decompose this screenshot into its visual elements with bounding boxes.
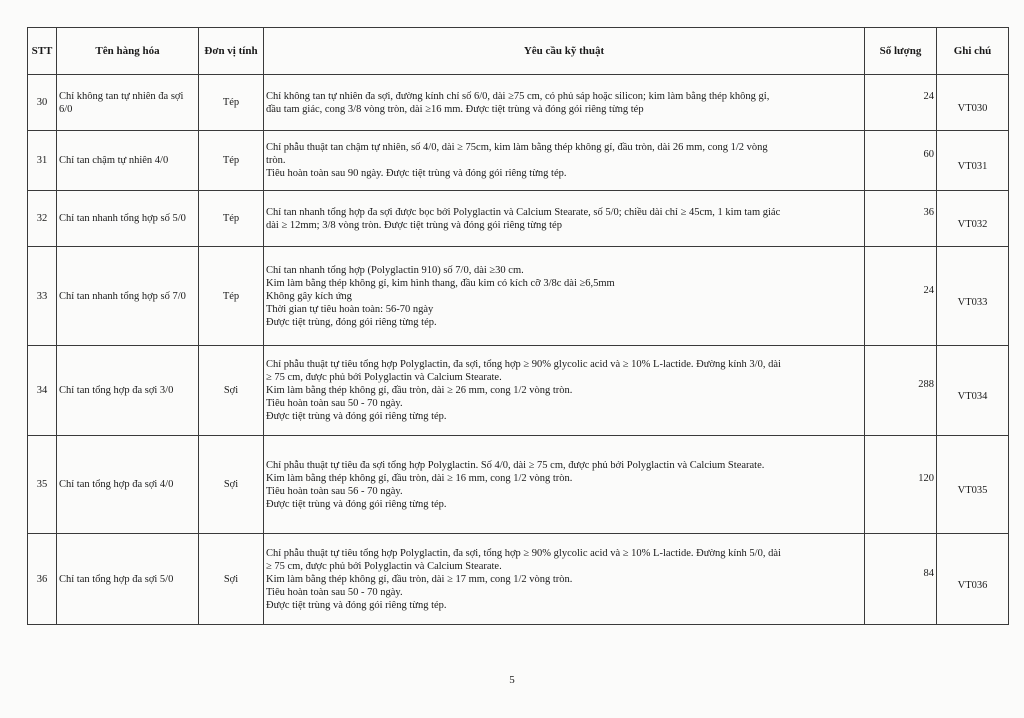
page-number: 5 [509,674,515,686]
row-unit: Sợi [199,436,264,534]
quantity-value: 120 [918,473,934,484]
row-note [937,75,1009,131]
row-item-name: Chỉ không tan tự nhiên đa sợi 6/0 [57,75,199,131]
row-item-name: Chỉ tan tổng hợp đa sợi 4/0 [57,436,199,534]
row-unit: Tép [199,75,264,131]
row-requirements [264,346,865,436]
row-stt: 31 [28,131,57,191]
row-stt: 36 [28,534,57,625]
row-item-name: Chỉ tan nhanh tổng hợp số 7/0 [57,247,199,346]
table-row [28,75,1009,131]
requirement-line: ≥ 75 cm, được phủ bởi Polyglactin và Calcium Stearate. [266,372,502,383]
table-row [28,131,1009,191]
quantity-value: 288 [918,379,934,390]
requirement-line: tròn. [266,155,286,166]
note-code: VT032 [957,219,988,230]
requirement-line: Được tiệt trùng và đóng gói riêng từng tép. [266,498,447,510]
row-stt: 33 [28,247,57,346]
row-unit: Tép [199,191,264,247]
requirement-line: Tiêu hoàn toàn sau 50 - 70 ngày. [266,586,403,598]
requirement-line: Chỉ phẫu thuật tự tiêu tổng hợp Polyglactin, đa sợi, tổng hợp ≥ 90% glycolic acid và ≥ 10% L-lactide. Đường kính 5/0, dài [266,547,781,559]
row-requirements [264,191,865,247]
note-code: VT033 [957,296,988,308]
row-requirements [264,534,865,625]
row-stt: 35 [28,436,57,534]
row-unit: Sợi [199,534,264,625]
row-item-name: Chỉ tan chậm tự nhiên 4/0 [57,131,199,191]
requirement-line: Được tiệt trùng và đóng gói riêng từng tép. [266,599,447,611]
requirement-line: Chỉ tan nhanh tổng hợp đa sợi được bọc bởi Polyglactin và Calcium Stearate, số 5/0; chiều dài chỉ ≥ 45cm, 1 kim tam giác [266,206,781,218]
table-header-row [28,28,1009,75]
row-quantity [865,346,937,436]
row-quantity [865,131,937,191]
row-quantity [865,247,937,346]
note-code: VT034 [957,391,988,402]
row-unit: Sợi [199,346,264,436]
table-row [28,191,1009,247]
requirement-line: Kim làm bằng thép không gỉ, đầu tròn, dài ≥ 16 mm, cong 1/2 vòng tròn. [266,472,573,484]
requirement-line: đầu tam giác, cong 3/8 vòng tròn, dài ≥16 mm. Được tiệt trùng và đóng gói riêng từng tép [266,103,644,115]
requirement-line: Tiêu hoàn toàn sau 56 - 70 ngày. [266,485,403,497]
quantity-value: 36 [923,207,934,218]
note-code: VT031 [957,161,988,172]
row-item-name: Chỉ tan tổng hợp đa sợi 5/0 [57,534,199,625]
requirement-line: Tiêu hoàn toàn sau 90 ngày. Được tiệt trùng và đóng gói riêng từng tép. [266,168,567,179]
row-quantity [865,436,937,534]
requirement-line: Kim làm bằng thép không gỉ, kim hình thang, đầu kim có kích cỡ 3/8c dài ≥6,5mm [266,277,615,289]
requirement-line: Tiêu hoàn toàn sau 50 - 70 ngày. [266,398,403,409]
table-row [28,247,1009,346]
row-note [937,346,1009,436]
table-row [28,436,1009,534]
header-quantity: Số lượng [865,28,937,75]
requirement-line: Thời gian tự tiêu hoàn toàn: 56-70 ngày [266,303,434,315]
quantity-value: 24 [923,91,934,102]
row-note [937,131,1009,191]
requirement-line: Chỉ phẫu thuật tự tiêu đa sợi tổng hợp Polyglactin. Số 4/0, dài ≥ 75 cm, được phủ bởi Polyglactin và Calcium Stearate. [266,459,765,471]
quantity-value: 84 [923,567,934,579]
row-quantity [865,534,937,625]
requirement-line: Chỉ không tan tự nhiên đa sợi, đường kính chỉ số 6/0, dài ≥75 cm, có phủ sáp hoặc silicon; kim làm bằng thép không gỉ, [266,90,770,102]
header-requirements: Yêu cầu kỹ thuật [264,28,865,75]
row-requirements [264,131,865,191]
row-note [937,436,1009,534]
row-requirements [264,75,865,131]
requirement-line: Chỉ phẫu thuật tự tiêu tổng hợp Polyglactin, đa sợi, tổng hợp ≥ 90% glycolic acid và ≥ 10% L-lactide. Đường kính 3/0, dài [266,359,781,370]
requirement-line: Kim làm bằng thép không gỉ, đầu tròn, dài ≥ 26 mm, cong 1/2 vòng tròn. [266,385,573,396]
quantity-value: 24 [923,284,934,296]
header-stt: STT [28,28,57,75]
header-note: Ghi chú [937,28,1009,75]
row-stt: 34 [28,346,57,436]
header-unit: Đơn vị tính [199,28,264,75]
row-quantity [865,191,937,247]
header-name: Tên hàng hóa [57,28,199,75]
row-note [937,191,1009,247]
row-requirements [264,436,865,534]
row-stt: 30 [28,75,57,131]
requirement-line: Được tiệt trùng, đóng gói riêng từng tép. [266,316,437,328]
row-item-name: Chỉ tan tổng hợp đa sợi 3/0 [57,346,199,436]
note-code: VT035 [957,485,988,496]
requirement-line: Chỉ phẫu thuật tan chậm tự nhiên, số 4/0, dài ≥ 75cm, kim làm bằng thép không gỉ, đầu tròn, dài 26 mm, cong 1/2 vòng [266,142,768,153]
requirement-line: ≥ 75 cm, được phủ bởi Polyglactin và Calcium Stearate. [266,560,502,572]
requirement-line: dài ≥ 12mm; 3/8 vòng tròn. Được tiệt trùng và đóng gói riêng từng tép [266,219,562,231]
table-row [28,534,1009,625]
row-stt: 32 [28,191,57,247]
row-unit: Tép [199,131,264,191]
requirement-line: Được tiệt trùng và đóng gói riêng từng tép. [266,411,447,422]
table-row [28,346,1009,436]
row-note [937,534,1009,625]
row-quantity [865,75,937,131]
row-unit: Tép [199,247,264,346]
quantity-value: 60 [923,149,934,160]
note-code: VT030 [957,103,988,114]
requirement-line: Chỉ tan nhanh tổng hợp (Polyglactin 910) số 7/0, dài ≥30 cm. [266,264,524,276]
note-code: VT036 [957,579,988,591]
technical-spec-table [27,27,1009,625]
requirement-line: Kim làm bằng thép không gỉ, đầu tròn, dài ≥ 17 mm, cong 1/2 vòng tròn. [266,573,573,585]
row-item-name: Chỉ tan nhanh tổng hợp số 5/0 [57,191,199,247]
requirement-line: Không gây kích ứng [266,290,352,302]
row-requirements [264,247,865,346]
row-note [937,247,1009,346]
